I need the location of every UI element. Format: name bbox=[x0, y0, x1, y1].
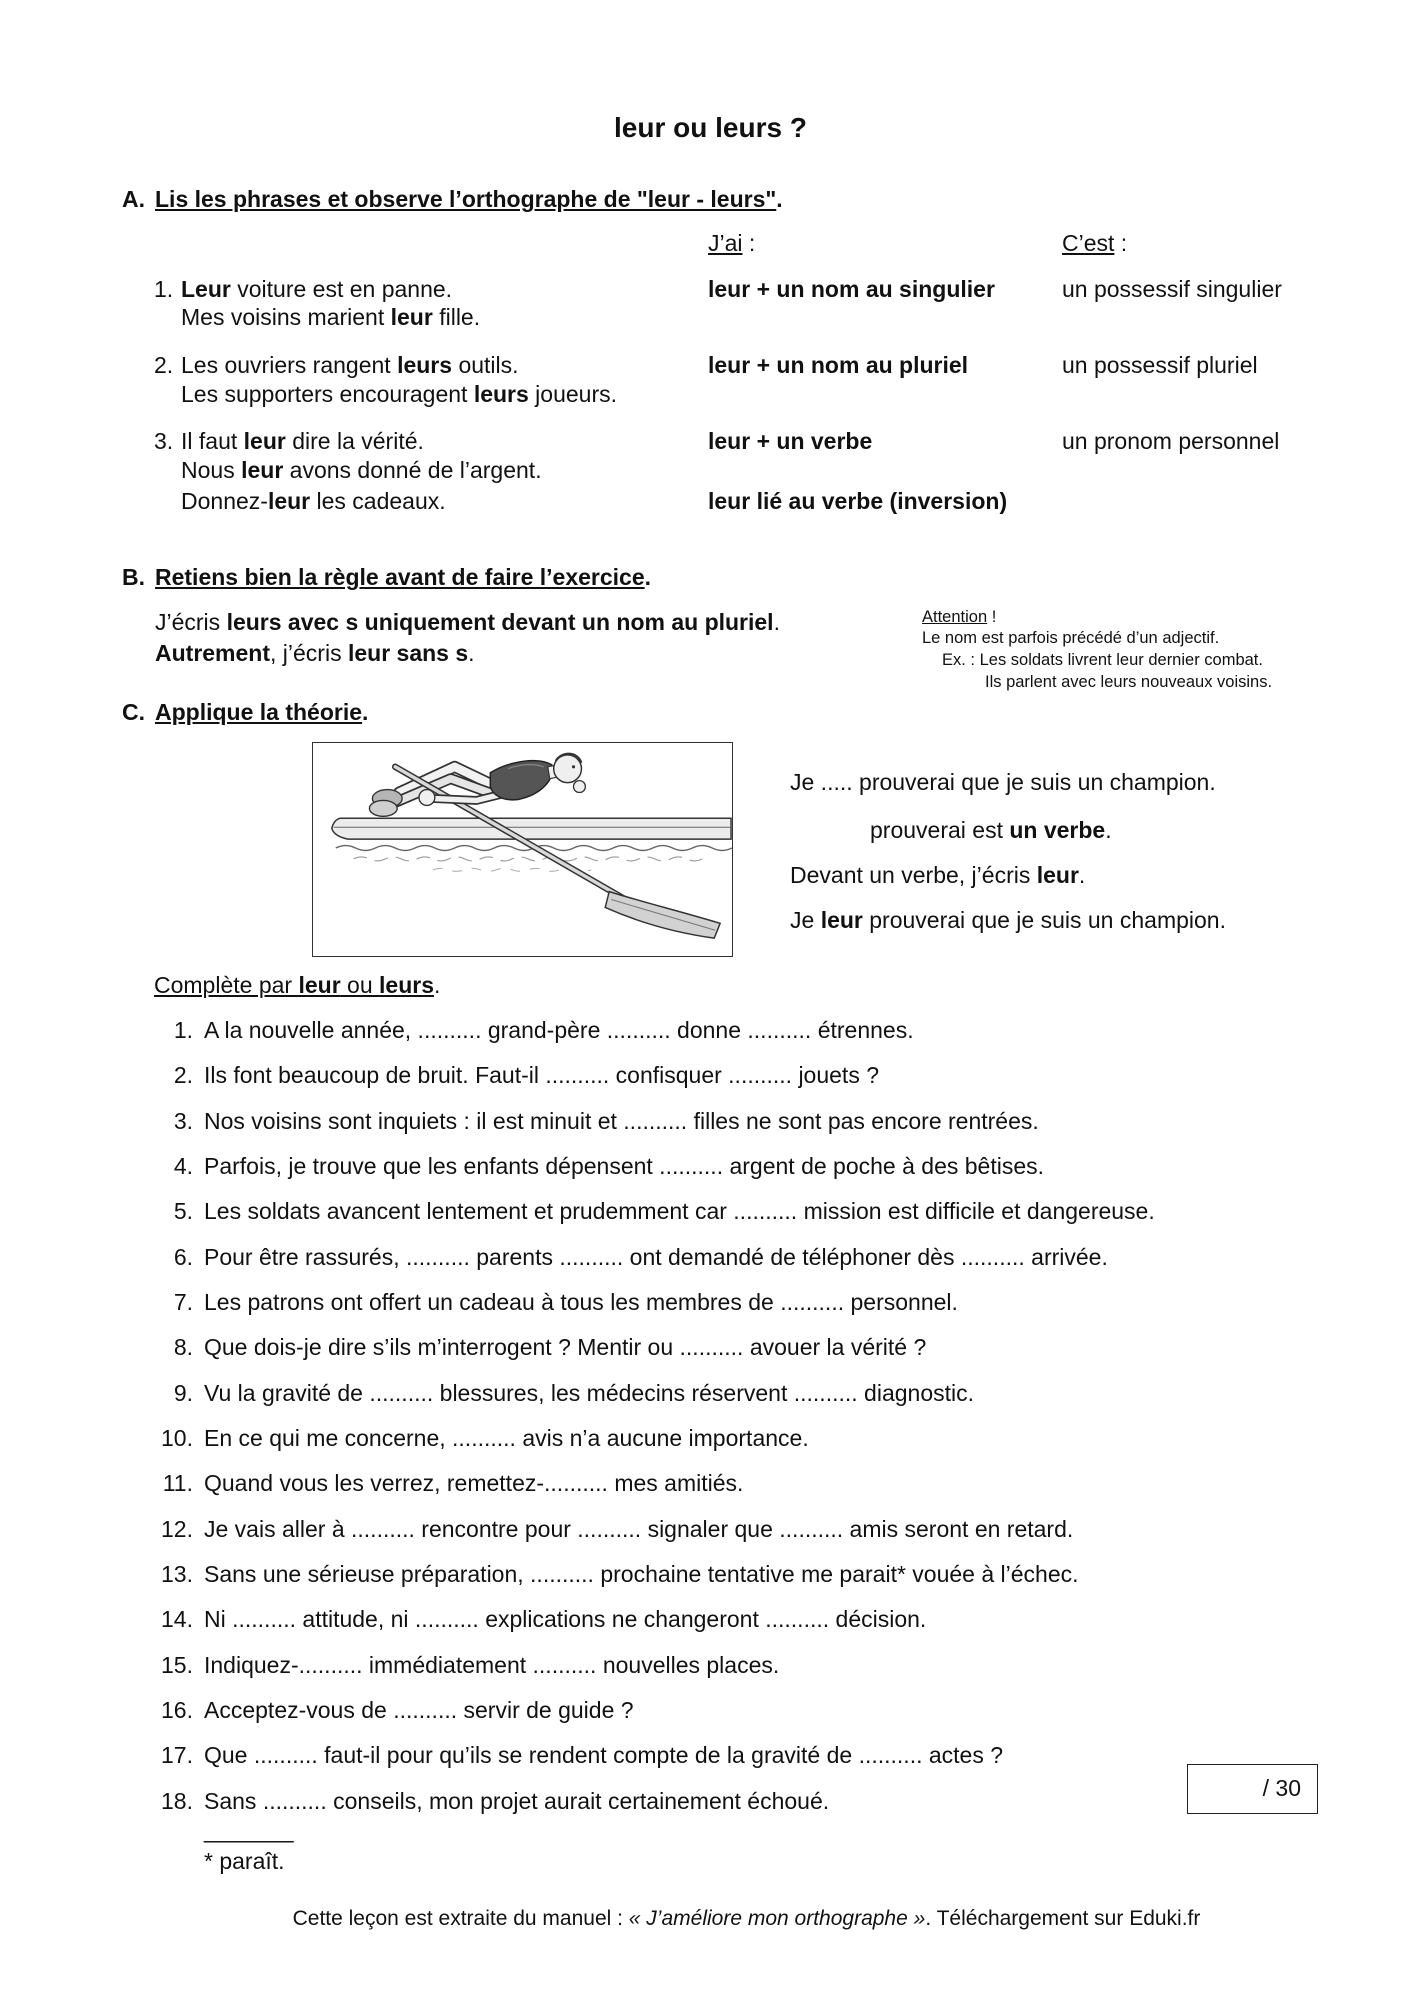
exercise-sentence: Je vais aller à .......... rencontre pour .......... signaler que .......... amis seront en retard. bbox=[204, 1516, 1074, 1542]
item-number: 18. bbox=[161, 1788, 193, 1814]
example-sentence bbox=[181, 276, 452, 302]
bold-text: leurs bbox=[473, 381, 529, 407]
item-number: 4. bbox=[173, 1153, 193, 1179]
column-header-jai bbox=[708, 230, 755, 256]
column-header-cest bbox=[1062, 230, 1127, 256]
text-segment: . bbox=[773, 609, 780, 635]
text-segment: C’est bbox=[1062, 230, 1115, 256]
exercise-sentence: Ils font beaucoup de bruit. Faut-il .......... confisquer .......... jouets ? bbox=[204, 1062, 880, 1088]
section-b-heading bbox=[155, 564, 651, 590]
exercise-sentence: Indiquez-.......... immédiatement .......... nouvelles places. bbox=[204, 1652, 780, 1678]
example-line bbox=[790, 862, 1085, 888]
bold-text: un verbe bbox=[1009, 817, 1106, 843]
item-number: 13. bbox=[161, 1561, 193, 1587]
row-number: 3. bbox=[154, 428, 174, 454]
rule-cest: un possessif pluriel bbox=[1062, 352, 1258, 378]
bold-text: leurs bbox=[397, 352, 453, 378]
text-segment: outils. bbox=[452, 352, 519, 378]
text-segment: . bbox=[362, 699, 369, 725]
item-number: 1. bbox=[173, 1017, 193, 1043]
bold-text: Leur bbox=[181, 276, 231, 302]
text-segment: les cadeaux. bbox=[310, 488, 446, 514]
item-number: 3. bbox=[173, 1108, 193, 1134]
text-segment: Cette leçon est extraite du manuel : bbox=[292, 1907, 629, 1930]
attention-example: Ex. : Les soldats livrent leur dernier combat. bbox=[942, 651, 1263, 669]
text-segment: . bbox=[1078, 862, 1086, 888]
rule-cest: un possessif singulier bbox=[1062, 276, 1282, 302]
text-segment: dire la vérité. bbox=[285, 428, 424, 454]
text-segment: Il faut bbox=[181, 428, 244, 454]
text-segment: . bbox=[776, 186, 783, 212]
bold-text: leurs avec s uniquement devant un nom au pluriel bbox=[226, 609, 774, 635]
item-number: 10. bbox=[161, 1425, 193, 1451]
exercise-sentence: Que .......... faut-il pour qu’ils se rendent compte de la gravité de .......... actes ? bbox=[204, 1742, 1004, 1768]
example-sentence bbox=[181, 352, 519, 378]
example-sentence bbox=[181, 488, 446, 514]
text-segment: , j’écris bbox=[270, 640, 348, 666]
bold-text: leur bbox=[1036, 862, 1079, 888]
exercise-sentence: A la nouvelle année, .......... grand-père .......... donne .......... étrennes. bbox=[204, 1017, 914, 1043]
item-number: 14. bbox=[161, 1606, 193, 1632]
text-segment: Les supporters encouragent bbox=[181, 381, 474, 407]
exercise-sentence: Les patrons ont offert un cadeau à tous les membres de .......... personnel. bbox=[204, 1289, 958, 1315]
exercise-sentence: Ni .......... attitude, ni .......... explications ne changeront .......... décision. bbox=[204, 1606, 927, 1632]
exercise-sentence: Vu la gravité de .......... blessures, les médecins réservent .......... diagnostic. bbox=[204, 1380, 974, 1406]
attention-title bbox=[922, 607, 996, 627]
item-number: 17. bbox=[161, 1742, 193, 1768]
bold-text: leur bbox=[243, 428, 286, 454]
exercise-sentence: Acceptez-vous de .......... servir de guide ? bbox=[204, 1697, 634, 1723]
text-segment: fille. bbox=[432, 304, 481, 330]
section-a-label: A. bbox=[122, 186, 145, 212]
item-number: 12. bbox=[161, 1516, 193, 1542]
attention-note: Le nom est parfois précédé d’un adjectif. bbox=[922, 629, 1220, 647]
exercise-sentence: Que dois-je dire s’ils m’interrogent ? Mentir ou .......... avouer la vérité ? bbox=[204, 1334, 927, 1360]
item-number: 8. bbox=[173, 1334, 193, 1360]
exercise-sentence: Pour être rassurés, .......... parents .......... ont demandé de téléphoner dès .......... arrivée. bbox=[204, 1244, 1108, 1270]
exercise-sentence: Sans .......... conseils, mon projet aurait certainement échoué. bbox=[204, 1788, 830, 1814]
text-segment: . bbox=[644, 564, 652, 590]
text-segment: : bbox=[742, 230, 756, 256]
page-footer bbox=[80, 1906, 1413, 1932]
exercise-sentence: Sans une sérieuse préparation, .......... prochaine tentative me parait* vouée à l’échec. bbox=[204, 1561, 1079, 1587]
section-b-label: B. bbox=[122, 564, 145, 590]
bold-text: leur bbox=[241, 457, 284, 483]
score-box: / 30 bbox=[1187, 1764, 1318, 1814]
item-number: 16. bbox=[161, 1697, 193, 1723]
example-line bbox=[790, 769, 1216, 795]
item-number: 5. bbox=[173, 1198, 193, 1224]
text-segment: . bbox=[468, 640, 475, 666]
section-a-heading bbox=[155, 186, 783, 212]
text-segment: Devant un verbe, j’écris bbox=[790, 862, 1037, 888]
exercise-sentence: Les soldats avancent lentement et prudemment car .......... mission est difficile et dangereuse. bbox=[204, 1198, 1155, 1224]
text-segment: : bbox=[1114, 230, 1128, 256]
section-c-label: C. bbox=[122, 699, 145, 725]
text-segment: Nous bbox=[181, 457, 242, 483]
bold-text: leur bbox=[390, 304, 433, 330]
text-segment: Je bbox=[790, 907, 821, 933]
text-segment: prouverai est bbox=[870, 817, 1010, 843]
text-segment: ou bbox=[340, 972, 380, 998]
example-line bbox=[870, 817, 1112, 843]
rule-statement bbox=[155, 640, 475, 666]
example-sentence bbox=[181, 304, 480, 330]
text-segment: Retiens bien la règle avant de faire l’exercice bbox=[155, 564, 645, 590]
rower-drawing bbox=[313, 743, 732, 956]
text-segment: voiture est en panne. bbox=[230, 276, 453, 302]
example-line bbox=[790, 907, 1226, 933]
text-segment: avons donné de l’argent. bbox=[283, 457, 542, 483]
rule-jai: leur + un nom au singulier bbox=[708, 276, 995, 302]
text-segment: joueurs. bbox=[528, 381, 618, 407]
text-segment: Attention bbox=[922, 608, 988, 626]
item-number: 2. bbox=[173, 1062, 193, 1088]
bold-text: leur bbox=[820, 907, 863, 933]
rower-illustration bbox=[312, 742, 733, 957]
footnote: * paraît. bbox=[204, 1848, 285, 1874]
text-segment: Les ouvriers rangent bbox=[181, 352, 398, 378]
section-c-heading bbox=[155, 699, 368, 725]
item-number: 15. bbox=[161, 1652, 193, 1678]
row-number: 2. bbox=[154, 352, 174, 378]
item-number: 9. bbox=[173, 1380, 193, 1406]
text-segment: Je ..... prouverai que je suis un champion. bbox=[790, 769, 1216, 795]
footnote-rule: _______ bbox=[204, 1817, 294, 1843]
bold-text: leur sans s bbox=[347, 640, 469, 666]
page-title: leur ou leurs ? bbox=[614, 112, 807, 143]
exercise-sentence: Nos voisins sont inquiets : il est minuit et .......... filles ne sont pas encore rentrées. bbox=[204, 1108, 1039, 1134]
text-segment: J’ai bbox=[708, 230, 743, 256]
bold-text: leur bbox=[267, 488, 311, 514]
example-sentence bbox=[181, 457, 542, 483]
rule-jai-inversion: leur lié au verbe (inversion) bbox=[708, 488, 1008, 514]
exercise-sentence: En ce qui me concerne, .......... avis n’a aucune importance. bbox=[204, 1425, 809, 1451]
text-segment: prouverai que je suis un champion. bbox=[862, 907, 1226, 933]
text-segment: J’écris bbox=[155, 609, 227, 635]
text-segment: . Téléchargement sur Eduki.fr bbox=[925, 1907, 1201, 1930]
item-number: 11. bbox=[162, 1470, 193, 1496]
attention-example: Ils parlent avec leurs nouveaux voisins. bbox=[985, 673, 1273, 691]
rule-jai: leur + un nom au pluriel bbox=[708, 352, 969, 378]
example-sentence bbox=[181, 428, 424, 454]
italic-text: « J’améliore mon orthographe » bbox=[628, 1907, 926, 1930]
rule-jai: leur + un verbe bbox=[708, 428, 873, 454]
text-segment: Mes voisins marient bbox=[181, 304, 391, 330]
bold-text: Autrement bbox=[155, 640, 271, 666]
example-sentence bbox=[181, 381, 617, 407]
exercise-sentence: Parfois, je trouve que les enfants dépensent .......... argent de poche à des bêtises. bbox=[204, 1153, 1045, 1179]
text-segment: Applique la théorie bbox=[155, 699, 363, 725]
bold-text: leurs bbox=[379, 972, 435, 998]
text-segment: . bbox=[434, 972, 441, 998]
text-segment: Complète par bbox=[154, 972, 299, 998]
bold-text: leur bbox=[298, 972, 341, 998]
text-segment: ! bbox=[987, 608, 997, 626]
row-number: 1. bbox=[154, 276, 174, 302]
rule-cest: un pronom personnel bbox=[1062, 428, 1280, 454]
exercise-sentence: Quand vous les verrez, remettez-.......... mes amitiés. bbox=[204, 1470, 744, 1496]
exercise-instruction bbox=[154, 972, 440, 998]
text-segment: . bbox=[1105, 817, 1112, 843]
text-segment: Lis les phrases et observe l’orthographe de "leur - leurs" bbox=[155, 186, 777, 212]
text-segment: Donnez- bbox=[181, 488, 268, 514]
item-number: 7. bbox=[173, 1289, 193, 1315]
item-number: 6. bbox=[173, 1244, 193, 1270]
rule-statement bbox=[155, 609, 780, 635]
